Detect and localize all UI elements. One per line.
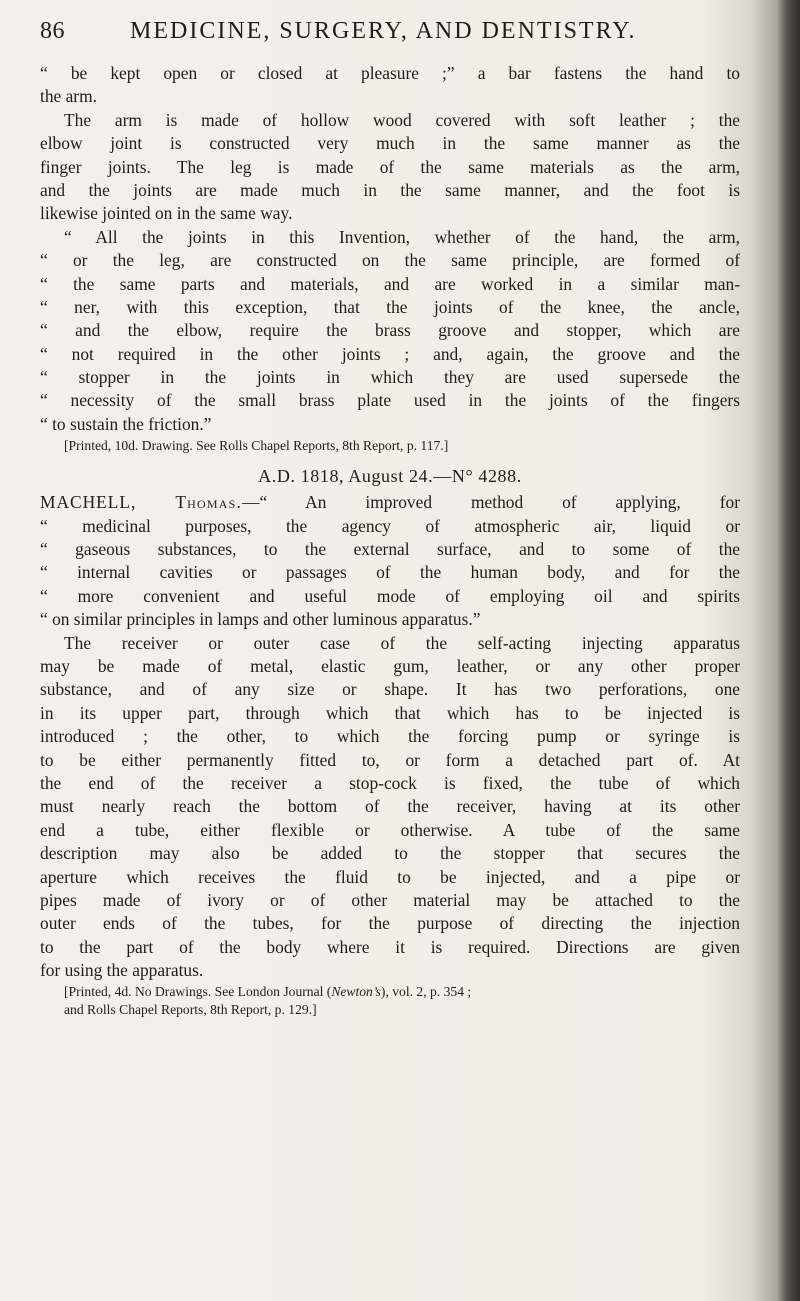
joints-quotation	[40, 226, 740, 437]
text-line: “ on similar principles in lamps and other luminous apparatus.”	[40, 609, 481, 630]
text-line: for using the apparatus.	[40, 960, 204, 981]
entry-heading: A.D. 1818, August 24.—N° 4288.	[258, 466, 522, 487]
text-line: “ internal cavities or passages of the human body, and for the	[40, 562, 740, 583]
page-header	[40, 18, 740, 52]
text-line: outer ends of the tubes, for the purpose of directing the injection	[40, 913, 740, 934]
text-line: “ to sustain the friction.”	[40, 413, 212, 434]
continued-quotation	[40, 62, 740, 109]
text-line: end a tube, either flexible or otherwise. A tube of the same	[40, 819, 740, 840]
entry-title-text: —“ An improved method of applying, for	[242, 492, 740, 513]
text-line: aperture which receives the fluid to be injected, and a pipe or	[40, 866, 740, 887]
entry-forename: Thomas.	[175, 492, 243, 513]
note-italic-text: Newton’s	[331, 984, 381, 1000]
text-line: “ necessity of the small brass plate used in the joints of the fingers	[40, 390, 740, 411]
text-line: “ the same parts and materials, and are worked in a similar man-	[40, 273, 740, 294]
note-text: [Printed, 4d. No Drawings. See London Journal (	[64, 984, 332, 1000]
text-line: “ All the joints in this Invention, whether of the hand, the arm,	[64, 226, 740, 247]
text-line	[40, 491, 740, 514]
text-line: may be made of metal, elastic gum, leather, or any other proper	[40, 655, 740, 676]
page-number: 86	[40, 18, 65, 44]
text-line: the end of the receiver a stop-cock is fixed, the tube of which	[40, 772, 740, 793]
arm-and-leg-paragraph	[40, 109, 740, 226]
text-line: The receiver or outer case of the self-acting injecting apparatus	[64, 632, 740, 653]
text-line: “ or the leg, are constructed on the same principle, are formed of	[40, 250, 740, 271]
printed-note	[40, 983, 740, 1019]
text-line: must nearly reach the bottom of the receiver, having at its other	[40, 796, 740, 817]
note-text: ), vol. 2, p. 354 ;	[380, 984, 472, 1000]
entry-surname: MACHELL,	[40, 492, 137, 513]
text-line: “ more convenient and useful mode of employing oil and spirits	[40, 585, 740, 606]
page-binding-shadow	[778, 0, 800, 1301]
text-line: to the part of the body where it is required. Directions are given	[40, 936, 740, 957]
text-line: The arm is made of hollow wood covered with soft leather ; the	[64, 109, 740, 130]
note-text: and Rolls Chapel Reports, 8th Report, p. 129.]	[64, 1002, 317, 1018]
entry-description	[40, 632, 740, 983]
text-line: “ gaseous substances, to the external surface, and to some of the	[40, 539, 740, 560]
text-line: to be either permanently fitted to, or form a detached part of. At	[40, 749, 740, 770]
text-line: introduced ; the other, to which the forcing pump or syringe is	[40, 726, 740, 747]
text-line: “ and the elbow, require the brass groove and stopper, which are	[40, 320, 740, 341]
text-line: “ be kept open or closed at pleasure ;” a bar fastens the hand to	[40, 63, 740, 83]
printed-note: [Printed, 10d. Drawing. See Rolls Chapel Reports, 8th Report, p. 117.]	[64, 438, 449, 454]
entry-title	[40, 491, 740, 631]
text-line: elbow joint is constructed very much in the same manner as the	[40, 133, 740, 154]
text-line: likewise jointed on in the same way.	[40, 203, 293, 224]
text-line: substance, and of any size or shape. It has two perforations, one	[40, 679, 740, 700]
text-line: and the joints are made much in the same manner, and the foot is	[40, 179, 740, 200]
text-line: pipes made of ivory or of other material may be attached to the	[40, 889, 740, 910]
text-line: in its upper part, through which that which has to be injected is	[40, 702, 740, 723]
text-line: the arm.	[40, 86, 97, 107]
page-body	[40, 62, 740, 1025]
text-line: “ ner, with this exception, that the joints of the knee, the ancle,	[40, 296, 740, 317]
text-line: “ medicinal purposes, the agency of atmospheric air, liquid or	[40, 515, 740, 536]
text-line: finger joints. The leg is made of the same materials as the arm,	[40, 156, 740, 177]
text-line: “ stopper in the joints in which they are used supersede the	[40, 367, 740, 388]
text-line: “ not required in the other joints ; and, again, the groove and the	[40, 343, 740, 364]
text-line: description may also be added to the stopper that secures the	[40, 843, 740, 864]
running-title: MEDICINE, SURGERY, AND DENTISTRY.	[130, 18, 637, 44]
